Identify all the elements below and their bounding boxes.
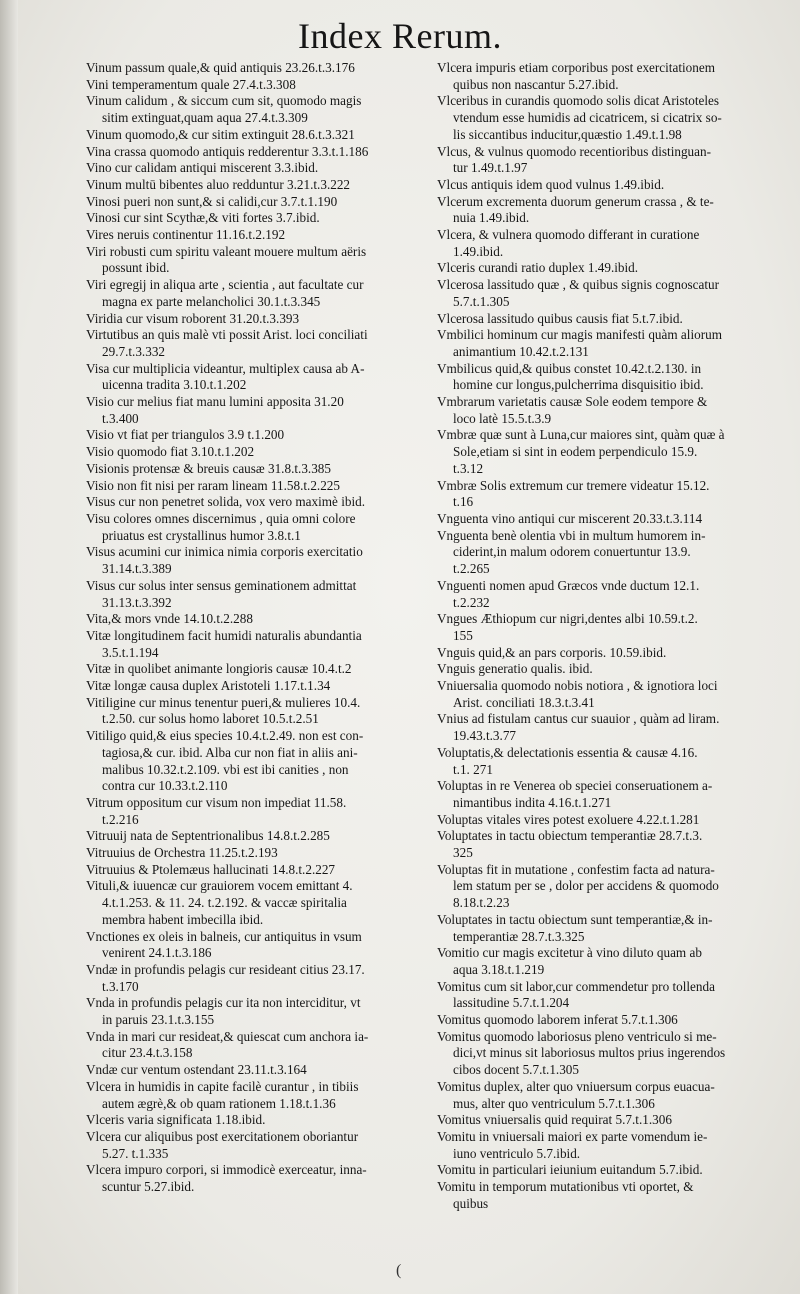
index-entry-line: Vinum multū bibentes aluo redduntur 3.21.t.3.222 xyxy=(86,176,351,192)
index-entry xyxy=(86,394,426,427)
index-entry xyxy=(437,1179,769,1212)
index-entry-line: Vini temperamentum quale 27.4.t.3.308 xyxy=(86,76,296,92)
index-entry xyxy=(86,244,426,277)
index-entry-line: Vnguis quid,& an pars corporis. 10.59.ibid. xyxy=(437,644,667,660)
index-entry-line: 8.18.t.2.23 xyxy=(453,895,510,911)
index-entry xyxy=(437,93,769,143)
index-entry-line: Voluptates in tactu obiectum temperantiæ 28.7.t.3. xyxy=(437,828,703,844)
index-entry-line: membra habent imbecilla ibid. xyxy=(102,911,264,927)
index-entry-line: Vlcerum excrementa duorum generum crassa , & te- xyxy=(437,193,714,209)
index-entry-line: Vinum calidum , & siccum cum sit, quomodo magis xyxy=(86,93,362,109)
index-entry xyxy=(437,277,769,310)
index-entry xyxy=(86,461,426,478)
index-entry xyxy=(86,177,426,194)
index-entry-line: Visio vt fiat per triangulos 3.9 t.1.200 xyxy=(86,427,285,443)
index-entry-line: t.2.232 xyxy=(453,594,490,610)
index-entry-line: aqua 3.18.t.1.219 xyxy=(453,961,545,977)
index-entry xyxy=(86,210,426,227)
index-entry xyxy=(437,611,769,644)
index-entry-line: Vita,& mors vnde 14.10.t.2.288 xyxy=(86,611,253,627)
index-entry xyxy=(86,795,426,828)
index-entry xyxy=(86,194,426,211)
index-entry-line: in paruis 23.1.t.3.155 xyxy=(102,1012,215,1028)
index-entry xyxy=(86,311,426,328)
index-entry-line: Vlcerosa lassitudo quibus causis fiat 5.t.7.ibid. xyxy=(437,310,683,326)
index-entry-line: lassitudine 5.7.t.1.204 xyxy=(453,995,570,1011)
index-entry-line: Vitæ longitudinem facit humidi naturalis abundantia xyxy=(86,627,362,643)
page-title: Index Rerum. xyxy=(298,16,502,56)
index-entry-line: Vires neruis continentur 11.16.t.2.192 xyxy=(86,227,286,243)
index-entry xyxy=(437,427,769,477)
index-entry xyxy=(437,1012,769,1029)
index-entry-line: animantium 10.42.t.2.131 xyxy=(453,343,589,359)
index-entry-line: Vlcerosa lassitudo quæ , & quibus signis cognoscatur xyxy=(437,277,720,293)
index-entry xyxy=(86,144,426,161)
index-entry xyxy=(437,144,769,177)
index-entry-line: Vomitus quomodo laborem inferat 5.7.t.1.306 xyxy=(437,1012,678,1028)
index-entry-line: malibus 10.32.t.2.109. vbi est ibi canities , non xyxy=(102,761,349,777)
index-entry xyxy=(86,611,426,628)
index-entry xyxy=(86,361,426,394)
index-entry xyxy=(437,260,769,277)
index-entry-line: Vlcera in humidis in capite facilè curantur , in tibiis xyxy=(86,1078,359,1094)
index-entry-line: Voluptates in tactu obiectum sunt temperantiæ,& in- xyxy=(437,911,713,927)
index-entry-line: Voluptas vitales vires potest exoluere 4.22.t.1.281 xyxy=(437,811,700,827)
index-entry-line: loco latè 15.5.t.3.9 xyxy=(453,410,552,426)
index-entry-line: t.2.50. cur solus homo laboret 10.5.t.2.51 xyxy=(102,711,319,727)
index-entry-line: Vitruuius de Orchestra 11.25.t.2.193 xyxy=(86,845,278,861)
index-entry xyxy=(437,1079,769,1112)
index-entry-line: Vina crassa quomodo antiquis redderentur 3.3.t.1.186 xyxy=(86,143,369,159)
index-entry-line: nimantibus indita 4.16.t.1.271 xyxy=(453,794,612,810)
index-entry-line: Sole,etiam si sint in eodem perpendiculo 15.9. xyxy=(453,444,698,460)
index-entry xyxy=(86,678,426,695)
index-entry-line: Visio cur melius fiat manu lumini apposita 31.20 xyxy=(86,394,344,410)
index-entry-line: t.2.265 xyxy=(453,561,490,577)
index-entry xyxy=(437,912,769,945)
index-entry-line: 4.t.1.253. & 11. 24. t.2.192. & vaccæ spiritalia xyxy=(102,895,347,911)
right-index-column xyxy=(437,60,769,1213)
index-entry-line: Vmbilici hominum cur magis manifesti quàm aliorum xyxy=(437,327,722,343)
index-entry-line: Vitruuij nata de Septentrionalibus 14.8.t.2.285 xyxy=(86,828,330,844)
index-entry xyxy=(86,845,426,862)
index-entry xyxy=(437,394,769,427)
bottom-mark: ( xyxy=(396,1262,402,1279)
index-entry-line: Vinosi pueri non sunt,& si calidi,cur 3.7.t.1.190 xyxy=(86,193,338,209)
index-entry-line: venirent 24.1.t.3.186 xyxy=(102,945,212,961)
index-entry-line: Viri egregij in aliqua arte , scientia , aut facultate cur xyxy=(86,277,364,293)
index-entry-line: Visa cur multiplicia videantur, multiplex causa ab A- xyxy=(86,360,365,376)
index-entry xyxy=(437,327,769,360)
index-entry-line: Voluptatis,& delectationis essentia & causæ 4.16. xyxy=(437,744,698,760)
index-entry-line: Vmbræ Solis extremum cur tremere videatur 15.12. xyxy=(437,477,710,493)
index-entry-line: scuntur 5.27.ibid. xyxy=(102,1179,195,1195)
index-entry-line: Visu colores omnes discernimus , quia omni colore xyxy=(86,510,356,526)
index-entry-line: cibos docent 5.7.t.1.305 xyxy=(453,1062,579,1078)
index-entry xyxy=(86,1162,426,1195)
index-entry-line: Vlcera impuris etiam corporibus post exercitationem xyxy=(437,60,715,75)
index-entry-line: Viri robusti cum spiritu valeant mouere multum aëris xyxy=(86,243,367,259)
index-entry xyxy=(437,60,769,93)
index-entry-line: Vnguenta benè olentia vbi in multum humorem in- xyxy=(437,527,706,543)
index-entry xyxy=(86,93,426,126)
index-entry-line: Vomitus quomodo laboriosus pleno ventriculo si me- xyxy=(437,1028,717,1044)
index-entry-line: Vomitu in particulari ieiunium euitandum 5.7.ibid. xyxy=(437,1162,703,1178)
index-entry-line: priuatus est crystallinus humor 3.8.t.1 xyxy=(102,527,301,543)
index-entry-line: mus, alter quo ventriculum 5.7.t.1.306 xyxy=(453,1095,655,1111)
index-entry-line: 31.13.t.3.392 xyxy=(102,594,172,610)
index-entry xyxy=(86,494,426,511)
index-entry-line: quibus xyxy=(453,1195,489,1211)
index-entry-line: autem ægrè,& ob quam rationem 1.18.t.1.36 xyxy=(102,1095,336,1111)
index-entry xyxy=(86,511,426,544)
index-entry xyxy=(437,945,769,978)
index-entry-line: 19.43.t.3.77 xyxy=(453,728,517,744)
index-entry-line: Vlcera, & vulnera quomodo differant in curatione xyxy=(437,227,700,243)
index-entry-line: Vnda in profundis pelagis cur ita non interciditur, vt xyxy=(86,995,361,1011)
index-entry-line: Voluptas fit in mutatione , confestim facta ad natura- xyxy=(437,861,715,877)
index-entry-line: Vitæ longæ causa duplex Aristoteli 1.17.t.1.34 xyxy=(86,678,331,694)
index-entry xyxy=(437,1129,769,1162)
index-entry-line: Virtutibus an quis malè vti possit Arist. loci conciliati xyxy=(86,327,368,343)
index-entry-line: Visio non fit nisi per raram lineam 11.58.t.2.225 xyxy=(86,477,340,493)
index-entry-line: Vmbilicus quid,& quibus constet 10.42.t.2.130. in xyxy=(437,360,702,376)
index-entry xyxy=(86,60,426,77)
index-entry xyxy=(437,661,769,678)
index-entry xyxy=(86,444,426,461)
index-entry-line: t.3.12 xyxy=(453,460,484,476)
index-entry-line: 31.14.t.3.389 xyxy=(102,561,172,577)
index-entry-line: Vomitus duplex, alter quo vniuersum corpus euacua- xyxy=(437,1078,715,1094)
index-entry xyxy=(437,1112,769,1129)
index-entry-line: contra cur 10.33.t.2.110 xyxy=(102,778,228,794)
index-entry-line: Vlcus antiquis idem quod vulnus 1.49.ibid. xyxy=(437,176,665,192)
index-entry-line: Vndæ in profundis pelagis cur resideant citius 23.17. xyxy=(86,961,365,977)
index-entry-line: Visus cur solus inter sensus geminationem admittat xyxy=(86,577,357,593)
index-entry xyxy=(437,745,769,778)
index-entry-line: Vitæ in quolibet animante longioris causæ 10.4.t.2 xyxy=(86,661,352,677)
index-entry xyxy=(86,929,426,962)
index-entry-line: 325 xyxy=(453,845,473,861)
index-entry-line: dici,vt minus sit laboriosus multos prius ingerendos xyxy=(453,1045,726,1061)
index-entry-line: Vnguis generatio qualis. ibid. xyxy=(437,661,593,677)
index-entry-line: magna ex parte melancholici 30.1.t.3.345 xyxy=(102,293,321,309)
left-index-column xyxy=(86,60,426,1196)
index-entry-line: Vlceris varia significata 1.18.ibid. xyxy=(86,1112,266,1128)
index-entry-line: Vomitu in vniuersali maiori ex parte vomendum ie- xyxy=(437,1129,708,1144)
index-entry-line: Visionis protensæ & breuis causæ 31.8.t.3.385 xyxy=(86,460,331,476)
index-entry-line: Vlceribus in curandis quomodo solis dicat Aristoteles xyxy=(437,93,720,109)
index-entry-line: Vndæ cur ventum ostendant 23.11.t.3.164 xyxy=(86,1062,307,1078)
index-entry-line: quibus non nascantur 5.27.ibid. xyxy=(453,76,619,92)
index-entry xyxy=(86,427,426,444)
index-entry xyxy=(437,678,769,711)
index-entry xyxy=(86,327,426,360)
index-entry xyxy=(86,628,426,661)
index-entry xyxy=(437,511,769,528)
index-entry-line: 5.27. t.1.335 xyxy=(102,1145,169,1161)
index-entry xyxy=(437,778,769,811)
index-entry xyxy=(86,995,426,1028)
index-entry xyxy=(86,578,426,611)
index-entry-line: lis siccantibus inducitur,quæstio 1.49.t.1.98 xyxy=(453,126,682,142)
index-entry-line: citur 23.4.t.3.158 xyxy=(102,1045,193,1061)
index-entry xyxy=(437,1029,769,1079)
index-entry xyxy=(86,661,426,678)
index-entry-line: 3.5.t.1.194 xyxy=(102,644,159,660)
index-entry-line: Vniuersalia quomodo nobis notiora , & ignotiora loci xyxy=(437,678,718,694)
index-entry-line: Vitrum oppositum cur visum non impediat 11.58. xyxy=(86,794,347,810)
index-entry xyxy=(437,177,769,194)
index-entry xyxy=(437,578,769,611)
index-entry xyxy=(86,695,426,728)
index-entry-line: Vomitus cum sit labor,cur commendetur pro tollenda xyxy=(437,978,715,994)
index-entry xyxy=(437,478,769,511)
index-entry xyxy=(437,812,769,829)
index-entry-line: Arist. conciliati 18.3.t.3.41 xyxy=(453,694,595,710)
index-entry-line: ciderint,in malum odorem conuertuntur 13.9. xyxy=(453,544,691,560)
index-entry-line: tur 1.49.t.1.97 xyxy=(453,160,528,176)
index-entry xyxy=(86,160,426,177)
index-entry xyxy=(86,227,426,244)
index-entry-line: Viridia cur visum roborent 31.20.t.3.393 xyxy=(86,310,300,326)
index-entry-line: lem statum per se , dolor per accidens & quomodo xyxy=(453,878,719,894)
index-entry-line: uicenna tradita 3.10.t.1.202 xyxy=(102,377,247,393)
index-entry-line: Vomitu in temporum mutationibus vti oportet, & xyxy=(437,1179,694,1195)
index-entry-line: Vinosi cur sint Scythæ,& viti fortes 3.7.ibid. xyxy=(86,210,320,226)
index-entry-line: Vlceris curandi ratio duplex 1.49.ibid. xyxy=(437,260,639,276)
index-entry xyxy=(437,1162,769,1179)
index-entry xyxy=(437,645,769,662)
index-entry-line: Vlcera impuro corpori, si immodicè exerceatur, inna- xyxy=(86,1162,367,1178)
index-entry-line: Vnctiones ex oleis in balneis, cur antiquitus in vsum xyxy=(86,928,362,944)
index-entry xyxy=(86,1062,426,1079)
index-entry-line: Voluptas in re Venerea ob speciei conseruationem a- xyxy=(437,778,713,794)
index-entry xyxy=(437,194,769,227)
index-entry-line: Vnguenti nomen apud Græcos vnde ductum 12.1. xyxy=(437,577,700,593)
index-entry-line: Vlcera cur aliquibus post exercitationem oboriantur xyxy=(86,1129,359,1144)
index-entry-line: iuno ventriculo 5.7.ibid. xyxy=(453,1145,581,1161)
index-entry-line: Vnius ad fistulam cantus cur suauior , quàm ad liram. xyxy=(437,711,720,727)
index-entry xyxy=(86,127,426,144)
index-entry xyxy=(437,711,769,744)
index-entry-line: 29.7.t.3.332 xyxy=(102,343,166,359)
index-entry-line: Vmbræ quæ sunt à Luna,cur maiores sint, quàm quæ à xyxy=(437,427,725,443)
index-entry-line: t.2.216 xyxy=(102,811,139,827)
index-entry xyxy=(86,1112,426,1129)
index-entry-line: Vinum passum quale,& quid antiquis 23.26.t.3.176 xyxy=(86,60,355,75)
index-entry xyxy=(86,1129,426,1162)
index-entry xyxy=(86,1079,426,1112)
index-entry xyxy=(86,828,426,845)
index-entry xyxy=(86,1029,426,1062)
index-entry xyxy=(86,962,426,995)
index-entry-line: Vnda in mari cur resideat,& quiescat cum anchora ia- xyxy=(86,1028,369,1044)
index-entry xyxy=(437,862,769,912)
index-entry-line: Vlcus, & vulnus quomodo recentioribus distinguan- xyxy=(437,143,711,159)
index-entry-line: Vino cur calidam antiqui miscerent 3.3.ibid. xyxy=(86,160,319,176)
index-entry-line: Vnguenta vino antiqui cur miscerent 20.33.t.3.114 xyxy=(437,510,703,526)
index-entry xyxy=(437,528,769,578)
index-entry-line: Vmbrarum varietatis causæ Sole eodem tempore & xyxy=(437,394,708,410)
index-entry-line: Vitruuius & Ptolemæus hallucinati 14.8.t.2.227 xyxy=(86,861,336,877)
index-entry-line: tagiosa,& cur. ibid. Alba cur non fiat in aliis ani- xyxy=(102,744,358,760)
index-entry xyxy=(86,77,426,94)
index-entry-line: homine cur longus,pulcherrima disquisitio ibid. xyxy=(453,377,704,393)
index-entry-line: t.3.400 xyxy=(102,410,139,426)
index-entry-line: Visio quomodo fiat 3.10.t.1.202 xyxy=(86,444,255,460)
index-entry xyxy=(86,544,426,577)
index-entry xyxy=(437,979,769,1012)
index-entry-line: Vitiligine cur minus tenentur pueri,& mulieres 10.4. xyxy=(86,694,361,710)
index-entry xyxy=(86,862,426,879)
index-entry-line: Vitiligo quid,& eius species 10.4.t.2.49. non est con- xyxy=(86,728,364,744)
index-entry xyxy=(86,277,426,310)
index-entry xyxy=(86,878,426,928)
index-entry-line: 155 xyxy=(453,627,473,643)
index-entry xyxy=(86,728,426,795)
index-entry-line: 1.49.ibid. xyxy=(453,243,504,259)
index-entry-line: Vngues Æthiopum cur nigri,dentes albi 10.59.t.2. xyxy=(437,611,698,627)
index-entry xyxy=(437,361,769,394)
index-entry xyxy=(437,311,769,328)
index-entry-line: t.1. 271 xyxy=(453,761,493,777)
index-entry-line: vtendum esse humidis ad cicatricem, si cicatrix so- xyxy=(453,110,722,126)
index-entry-line: temperantiæ 28.7.t.3.325 xyxy=(453,928,585,944)
page-edge-shadow xyxy=(0,0,18,1294)
index-entry-line: 5.7.t.1.305 xyxy=(453,293,510,309)
index-entry-line: t.3.170 xyxy=(102,978,139,994)
index-entry-line: sitim extinguat,quam aqua 27.4.t.3.309 xyxy=(102,110,308,126)
index-entry-line: Visus cur non penetret solida, vox vero maximè ibid. xyxy=(86,494,366,510)
index-entry-line: Vituli,& iuuencæ cur grauiorem vocem emittant 4. xyxy=(86,878,353,894)
index-entry-line: possunt ibid. xyxy=(102,260,170,276)
index-entry-line: t.16 xyxy=(453,494,474,510)
index-entry-line: Visus acumini cur inimica nimia corporis exercitatio xyxy=(86,544,363,560)
index-entry-line: Vomitio cur magis excitetur à vino diluto quam ab xyxy=(437,945,702,961)
index-entry-line: Vinum quomodo,& cur sitim extinguit 28.6.t.3.321 xyxy=(86,126,355,142)
index-entry-line: Vomitus vniuersalis quid requirat 5.7.t.1.306 xyxy=(437,1112,672,1128)
index-entry xyxy=(86,478,426,495)
index-entry-line: nuia 1.49.ibid. xyxy=(453,210,530,226)
index-entry xyxy=(437,828,769,861)
index-entry xyxy=(437,227,769,260)
